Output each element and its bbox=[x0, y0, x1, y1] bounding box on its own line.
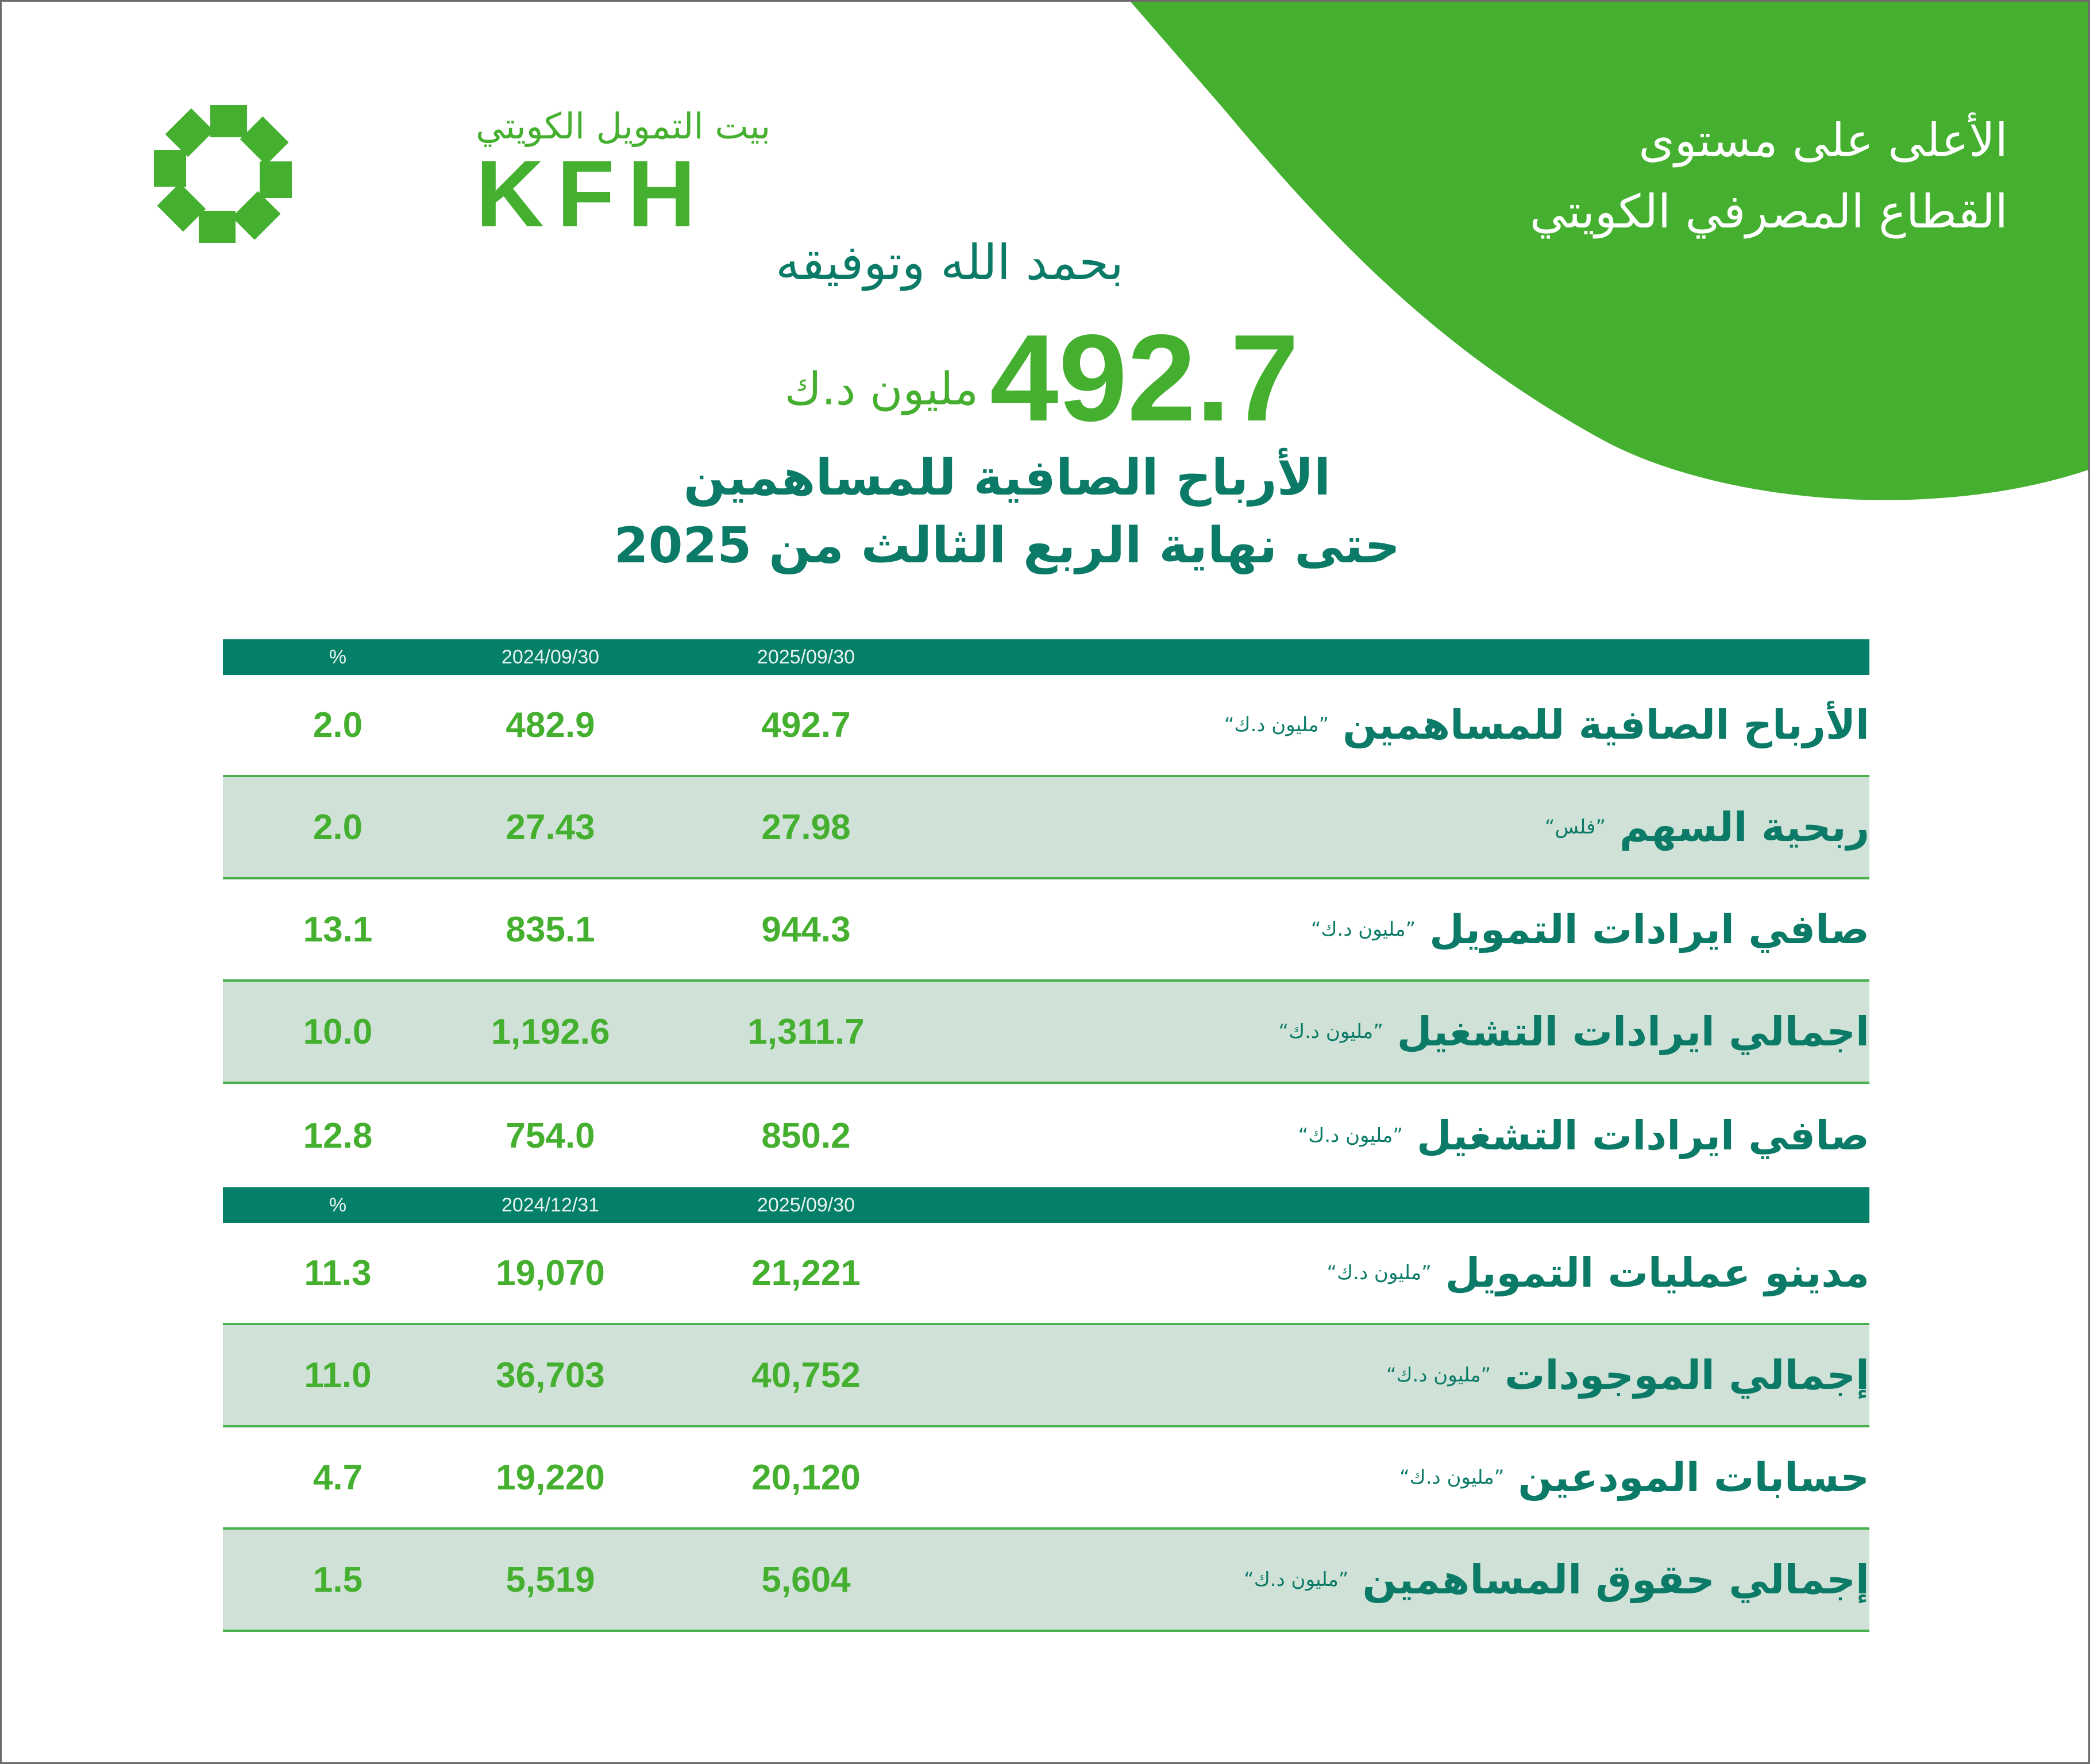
row-label: الأرباح الصافية للمساهمين bbox=[1343, 701, 1869, 748]
row-percent-change: 1.5 bbox=[313, 1560, 363, 1600]
table-row bbox=[223, 675, 1869, 777]
table-row bbox=[223, 1325, 1869, 1427]
headline-line2: حتى نهاية الربع الثالث من 2025 bbox=[614, 517, 1401, 574]
row-unit: ”مليون د.ك“ bbox=[1310, 918, 1416, 941]
row-current-value: 492.7 bbox=[761, 705, 851, 745]
row-current-value: 40,752 bbox=[751, 1355, 861, 1395]
row-current-value: 5,604 bbox=[761, 1560, 851, 1600]
row-unit: ”مليون د.ك“ bbox=[1298, 1124, 1403, 1147]
headline-figure-unit: مليون د.ك bbox=[784, 364, 978, 415]
headline bbox=[519, 444, 1495, 580]
table-row bbox=[223, 1530, 1869, 1632]
headline-figure-value: 492.7 bbox=[990, 308, 1299, 447]
row-label: اجمالي ايرادات التشغيل bbox=[1397, 1008, 1869, 1055]
corner-tagline-line1: الأعلى على مستوى bbox=[1638, 114, 2008, 167]
row-unit: ”مليون د.ك“ bbox=[1278, 1020, 1383, 1043]
income-table-header bbox=[223, 639, 1869, 675]
row-label: حسابات المودعين bbox=[1518, 1454, 1869, 1501]
row-current-value: 20,120 bbox=[751, 1457, 861, 1497]
header-percent: % bbox=[329, 1194, 347, 1216]
row-previous-value: 754.0 bbox=[506, 1115, 595, 1156]
table-row bbox=[223, 879, 1869, 982]
row-label: مدينو عمليات التمويل bbox=[1445, 1249, 1869, 1296]
row-unit: ”مليون د.ك“ bbox=[1399, 1466, 1505, 1489]
table-row bbox=[223, 1223, 1869, 1325]
headline-line1: الأرباح الصافية للمساهمين bbox=[683, 449, 1331, 507]
header-previous-date: 2024/12/31 bbox=[501, 1194, 600, 1216]
row-percent-change: 11.0 bbox=[304, 1355, 372, 1395]
header-current-date: 2025/09/30 bbox=[757, 1194, 855, 1216]
row-label: إجمالي حقوق المساهمين bbox=[1362, 1556, 1869, 1603]
row-previous-value: 19,070 bbox=[496, 1253, 605, 1293]
row-percent-change: 4.7 bbox=[313, 1457, 363, 1497]
row-percent-change: 13.1 bbox=[303, 909, 373, 949]
greeting: بحمد الله وتوفيقه bbox=[776, 234, 1124, 291]
header-previous-date: 2024/09/30 bbox=[501, 646, 600, 668]
row-percent-change: 2.0 bbox=[313, 807, 363, 847]
row-percent-change: 2.0 bbox=[313, 705, 363, 745]
row-current-value: 21,221 bbox=[751, 1253, 861, 1293]
row-previous-value: 36,703 bbox=[496, 1355, 605, 1395]
row-percent-change: 10.0 bbox=[303, 1012, 373, 1052]
corner-tagline-line2: القطاع المصرفي الكويتي bbox=[1529, 185, 2008, 238]
row-unit: ”مليون د.ك“ bbox=[1244, 1568, 1349, 1591]
table-row bbox=[223, 1084, 1869, 1187]
row-current-value: 850.2 bbox=[761, 1115, 851, 1156]
logo-wordmark: KFH bbox=[476, 141, 709, 246]
table-row bbox=[223, 982, 1869, 1084]
row-label: صافي ايرادات التمويل bbox=[1429, 906, 1869, 953]
table-row bbox=[223, 777, 1869, 879]
row-unit: ”مليون د.ك“ bbox=[1224, 713, 1329, 736]
row-previous-value: 5,519 bbox=[506, 1560, 595, 1600]
row-current-value: 944.3 bbox=[761, 909, 851, 949]
row-label: ربحية السهم bbox=[1619, 804, 1869, 851]
table-row bbox=[223, 1427, 1869, 1530]
row-unit: ”فلس“ bbox=[1544, 816, 1606, 839]
row-unit: ”مليون د.ك“ bbox=[1386, 1364, 1491, 1387]
row-label: إجمالي الموجودات bbox=[1505, 1352, 1869, 1399]
row-previous-value: 19,220 bbox=[496, 1457, 605, 1497]
row-previous-value: 27.43 bbox=[506, 807, 595, 847]
header-percent: % bbox=[329, 646, 347, 668]
kfh-emblem-icon bbox=[142, 94, 303, 254]
row-current-value: 27.98 bbox=[761, 807, 851, 847]
row-percent-change: 12.8 bbox=[303, 1115, 373, 1156]
row-previous-value: 835.1 bbox=[506, 909, 595, 949]
kfh-logo bbox=[142, 94, 771, 254]
row-percent-change: 11.3 bbox=[304, 1253, 372, 1293]
balance-table-header bbox=[223, 1187, 1869, 1223]
row-previous-value: 482.9 bbox=[506, 705, 595, 745]
corner-tagline bbox=[1261, 105, 2008, 248]
row-unit: ”مليون د.ك“ bbox=[1327, 1261, 1432, 1284]
row-label: صافي ايرادات التشغيل bbox=[1416, 1112, 1869, 1159]
row-previous-value: 1,192.6 bbox=[491, 1012, 610, 1052]
row-current-value: 1,311.7 bbox=[747, 1012, 865, 1052]
logo-arabic-name: بيت التمويل الكويتي bbox=[476, 105, 771, 147]
header-current-date: 2025/09/30 bbox=[757, 646, 855, 668]
